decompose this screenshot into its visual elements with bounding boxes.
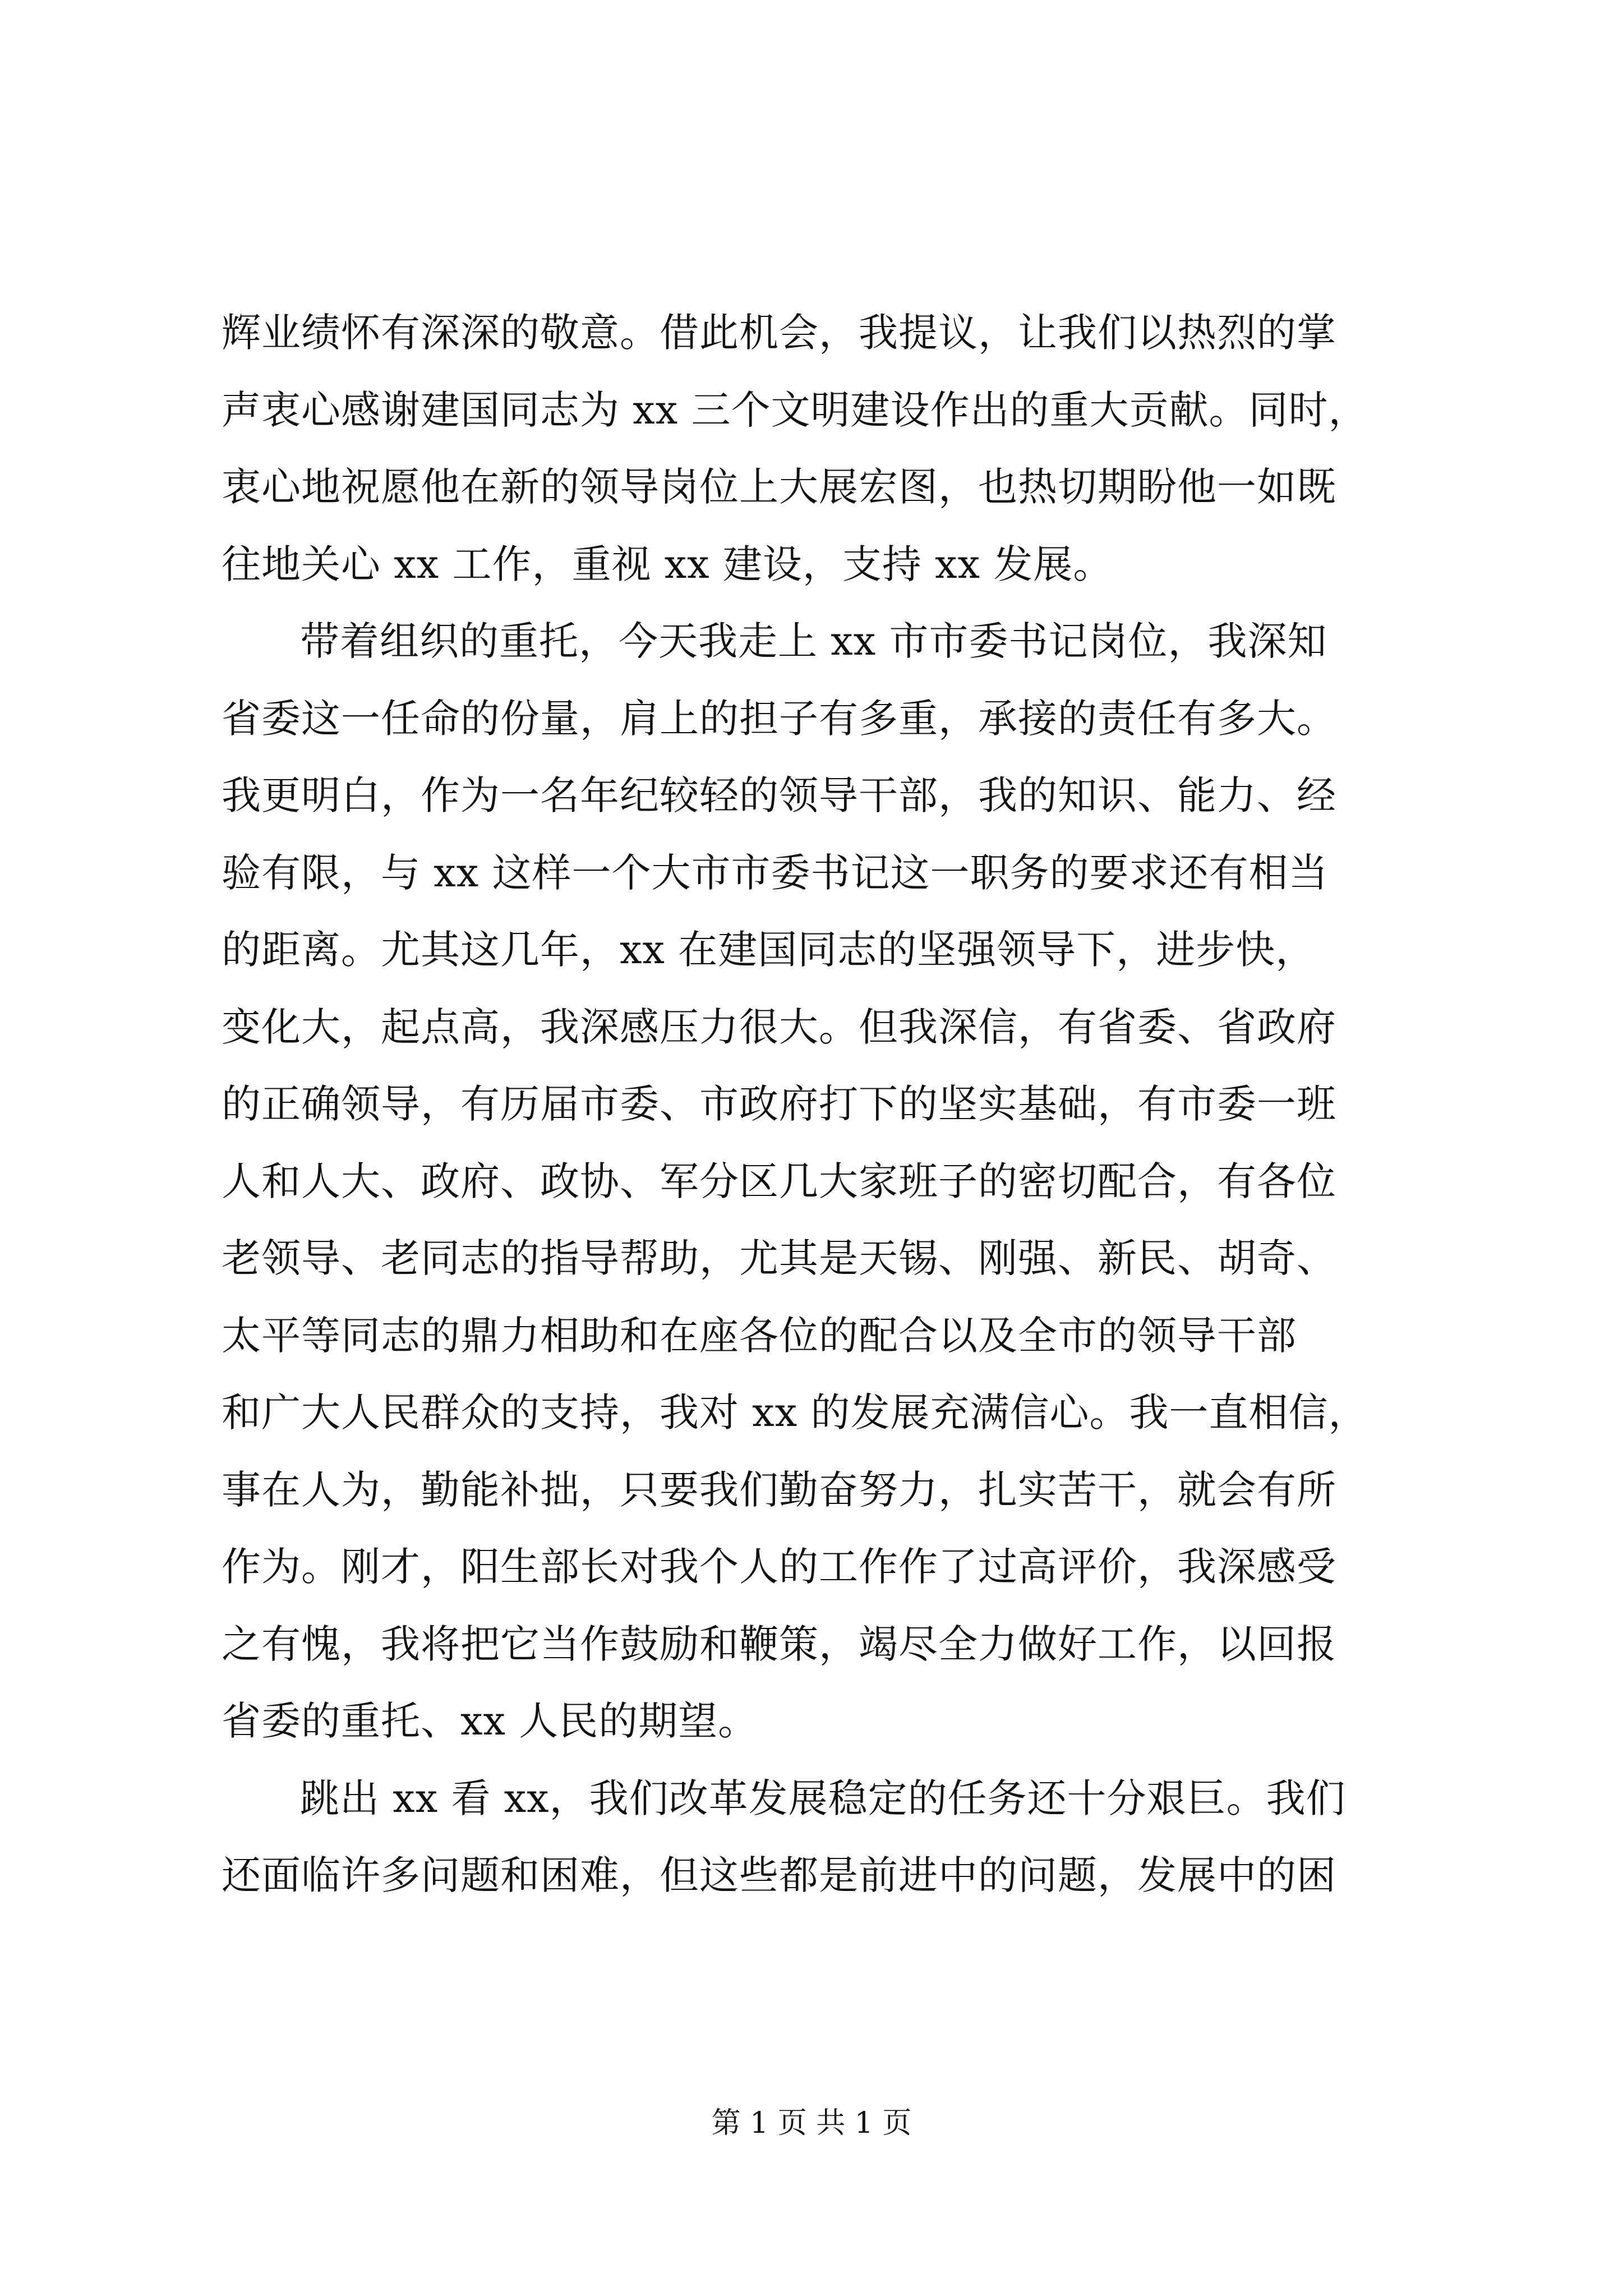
text-line: 衷心地祝愿他在新的领导岗位上大展宏图，也热切期盼他一如既 xyxy=(222,464,1336,510)
text-line: 省委的重托、xx 人民的期望。 xyxy=(222,1698,758,1744)
text-line: 声衷心感谢建国同志为 xx 三个文明建设作出的重大贡献。同时， xyxy=(222,386,1368,433)
text-line: 太平等同志的鼎力相助和在座各位的配合以及全市的领导干部 xyxy=(222,1312,1297,1359)
page-number-footer: 第 1 页 共 1 页 xyxy=(711,2106,912,2140)
text-line: 和广大人民群众的支持，我对 xx 的发展充满信心。我一直相信， xyxy=(222,1389,1368,1435)
text-line: 人和人大、政府、政协、军分区几大家班子的密切配合，有各位 xyxy=(222,1158,1336,1204)
text-line: 变化大，起点高，我深感压力很大。但我深信，有省委、省政府 xyxy=(222,1004,1336,1050)
document-body xyxy=(222,295,1422,1915)
text-line: 老领导、老同志的指导帮助，尤其是天锡、刚强、新民、胡奇、 xyxy=(222,1235,1336,1281)
text-line: 辉业绩怀有深深的敬意。借此机会，我提议，让我们以热烈的掌 xyxy=(222,310,1336,356)
text-line: 验有限，与 xx 这样一个大市市委书记这一职务的要求还有相当 xyxy=(222,849,1329,896)
text-line: 作为。刚才，阳生部长对我个人的工作作了过高评价，我深感受 xyxy=(222,1544,1336,1590)
paragraph-start-line: 跳出 xx 看 xx，我们改革发展稳定的任务还十分艰巨。我们 xyxy=(300,1775,1346,1821)
text-line: 之有愧，我将把它当作鼓励和鞭策，竭尽全力做好工作，以回报 xyxy=(222,1621,1336,1667)
paragraph-start-line: 带着组织的重托，今天我走上 xx 市市委书记岗位，我深知 xyxy=(300,618,1327,664)
text-line: 省委这一任命的份量，肩上的担子有多重，承接的责任有多大。 xyxy=(222,695,1336,742)
text-line: 事在人为，勤能补拙，只要我们勤奋努力，扎实苦干，就会有所 xyxy=(222,1466,1336,1513)
text-line: 我更明白，作为一名年纪较轻的领导干部，我的知识、能力、经 xyxy=(222,772,1336,818)
text-line: 往地关心 xx 工作，重视 xx 建设，支持 xx 发展。 xyxy=(222,541,1113,587)
text-line: 的距离。尤其这几年，xx 在建国同志的坚强领导下，进步快， xyxy=(222,927,1316,973)
text-line: 还面临许多问题和困难，但这些都是前进中的问题，发展中的困 xyxy=(222,1852,1336,1898)
text-line: 的正确领导，有历届市委、市政府打下的坚实基础，有市委一班 xyxy=(222,1081,1336,1127)
